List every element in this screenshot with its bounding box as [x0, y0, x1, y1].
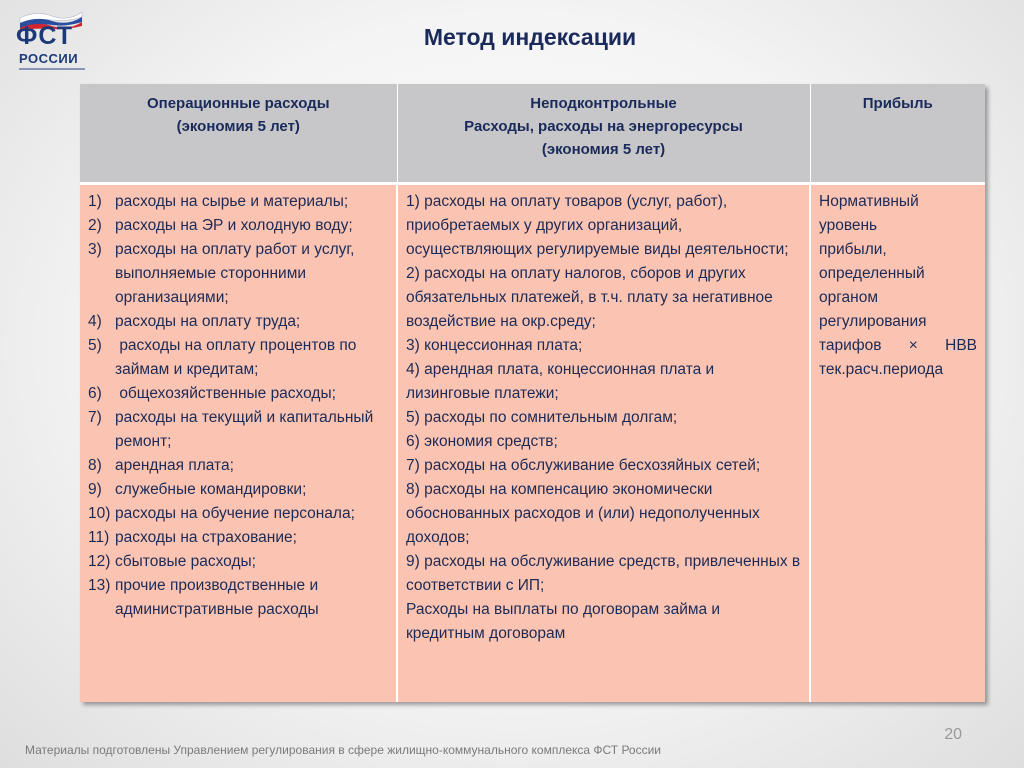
profit-line: уровень — [819, 217, 878, 234]
list-item: 8) расходы на компенсацию экономически обоснованных расходов и (или) недополученных доходов; — [406, 481, 760, 546]
list-item: 1) расходы на оплату товаров (услуг, работ), приобретаемых у других организаций, осуществляющих регулируемые виды деятельности; — [406, 193, 789, 258]
profit-line: органом — [819, 289, 879, 306]
list-item: 2) расходы на оплату налогов, сборов и других обязательных платежей, в т.ч. плату за негативное воздействие на окр.среду; — [406, 265, 773, 330]
list-item: 9) расходы на обслуживание средств, привлеченных в соответствии с ИП; — [406, 553, 801, 594]
profit-line: тек.расч.периода — [819, 361, 944, 378]
list-item: 13) прочие производственные и административные расходы — [88, 577, 319, 618]
header-line: Операционные расходы — [146, 95, 330, 112]
list-item: 8) арендная плата; — [88, 457, 234, 474]
profit-line: Нормативный — [819, 193, 919, 210]
profit-line: регулирования — [819, 313, 927, 330]
page-title: Метод индексации — [423, 24, 637, 50]
logo-name: РОССИИ — [19, 51, 79, 66]
header-uncontrolled-costs — [397, 84, 810, 184]
operating-costs-list — [88, 190, 388, 622]
profit-formula-row — [819, 334, 977, 358]
list-item: 10) расходы на обучение персонала; — [88, 505, 355, 522]
profit-formula-left: тарифов — [819, 337, 882, 354]
list-item: 4) арендная плата, концессионная плата и лизинговые платежи; — [406, 361, 715, 402]
list-item: 5) расходы на оплату процентов по займам и кредитам; — [88, 337, 361, 378]
list-item: 11) расходы на страхование; — [88, 529, 297, 546]
list-item: 12) сбытовые расходы; — [88, 553, 256, 570]
footer-note: Материалы подготовлены Управлением регулирования в сфере жилищно-коммунального комплекса ФСТ России — [25, 743, 661, 757]
list-item: 5) расходы по сомнительным долгам; — [406, 409, 678, 426]
logo-abbr: ФСТ — [16, 22, 74, 50]
header-line: Расходы, расходы на энергоресурсы — [464, 118, 743, 135]
header-operating-costs — [80, 84, 397, 184]
header-profit — [810, 84, 985, 184]
list-item: 3) концессионная плата; — [406, 337, 583, 354]
profit-line: определенный — [819, 265, 925, 282]
list-item: 4) расходы на оплату труда; — [88, 313, 301, 330]
profit-formula-right: НВВ — [945, 337, 977, 354]
list-item: 7) расходы на текущий и капитальный ремонт; — [88, 409, 374, 450]
list-item: 6) общехозяйственные расходы; — [88, 385, 336, 402]
list-item: 1) расходы на сырье и материалы; — [88, 193, 349, 210]
logo-underline — [19, 68, 85, 70]
list-item: 2) расходы на ЭР и холодную воду; — [88, 217, 353, 234]
operating-costs-cell — [80, 184, 397, 703]
uncontrolled-costs-cell — [397, 184, 810, 703]
list-item: Расходы на выплаты по договорам займа и кредитным договорам — [406, 601, 721, 642]
profit-cell — [810, 184, 985, 703]
list-item: 3) расходы на оплату работ и услуг, выполняемые сторонними организациями; — [88, 241, 355, 306]
list-item: 6) экономия средств; — [406, 433, 558, 450]
profit-line: прибыли, — [819, 241, 887, 258]
header-line: Неподконтрольные — [530, 95, 677, 112]
header-line: (экономия 5 лет) — [541, 141, 666, 158]
list-item: 7) расходы на обслуживание бесхозяйных сетей; — [406, 457, 761, 474]
list-item: 9) служебные командировки; — [88, 481, 307, 498]
header-line: Прибыль — [862, 95, 933, 112]
indexation-table — [80, 84, 985, 702]
header-line: (экономия 5 лет) — [176, 118, 300, 135]
page-number: 20 — [944, 726, 962, 743]
multiply-sign: × — [908, 337, 918, 354]
